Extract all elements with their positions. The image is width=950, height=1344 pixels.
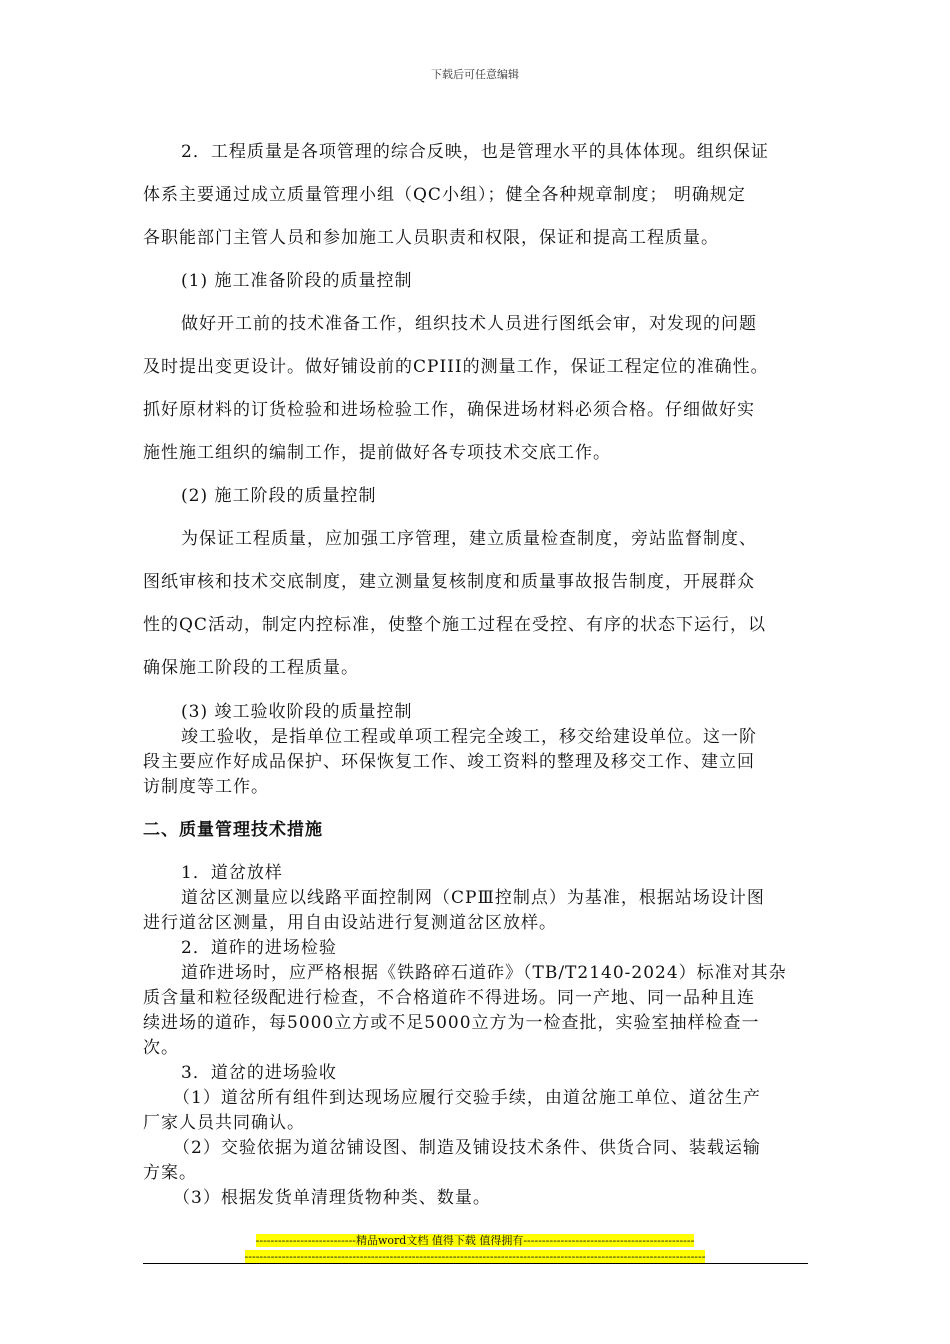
paragraph-prep-stage: 做好开工前的技术准备工作，组织技术人员进行图纸会审，对发现的问题 及时提出变更设计。做好铺设前的CPIII的测量工作，保证工程定位的准确性。 抓好原材料的订货检验和进场检验工作，确保进场材料必须合格。仔细做好实 施性施工组织的编制工作，提前做好各专项技术交底工作。 [143, 314, 769, 463]
subheading-turnout-acceptance: 3．道岔的进场验收 [181, 1063, 337, 1083]
subheading-construction-stage: (2) 施工阶段的质量控制 [181, 486, 377, 506]
paragraph-turnout-acceptance-2: （2）交验依据为道岔铺设图、制造及铺设技术条件、供货合同、装载运输 方案。 [143, 1138, 761, 1183]
subheading-acceptance-stage: (3) 竣工验收阶段的质量控制 [181, 702, 413, 722]
footer-rule [143, 1263, 808, 1264]
subheading-prep-stage: (1) 施工准备阶段的质量控制 [181, 271, 413, 291]
paragraph-org-guarantee: 2．工程质量是各项管理的综合反映，也是管理水平的具体体现。组织保证 体系主要通过成立质量管理小组（QC小组）；健全各种规章制度； 明确规定 各职能部门主管人员和参加施工人员职责和权限，保证和提高工程质量。 [143, 142, 769, 248]
paragraph-turnout-acceptance-3: （3）根据发货单清理货物种类、数量。 [173, 1188, 491, 1208]
page-header: 下载后可任意编辑 [431, 68, 519, 81]
document-body [143, 131, 808, 690]
paragraph-ballast-inspection: 道砟进场时，应严格根据《铁路碎石道砟》（TB/T2140-2024）标准对其杂 质含量和粒径级配进行检查，不合格道砟不得进场。同一产地、同一品种且连 续进场的道砟，每5000立方或不足5000立方为一检查批，实验室抽样检查一 次。 [143, 963, 787, 1058]
paragraph-acceptance-stage: 竣工验收，是指单位工程或单项工程完全竣工，移交给建设单位。这一阶 段主要应作好成品保护、环保恢复工作、竣工资料的整理及移交工作、建立回 访制度等工作。 [143, 727, 757, 797]
section-title-quality-measures: 二、质量管理技术措施 [143, 820, 323, 840]
footer-banner-line2: ---------------------------------------------------------------------------------------------------------------------------- [244, 1250, 706, 1263]
paragraph-turnout-acceptance-1: （1）道岔所有组件到达现场应履行交验手续，由道岔施工单位、道岔生产 厂家人员共同确认。 [143, 1088, 761, 1133]
footer-banner-line1: ---------------------------精品word文档 值得下载 值得拥有---------------------------------------------- [255, 1234, 695, 1247]
subheading-ballast-inspection: 2．道砟的进场检验 [181, 938, 337, 958]
paragraph-construction-stage: 为保证工程质量，应加强工序管理，建立质量检查制度，旁站监督制度、 图纸审核和技术交底制度，建立测量复核制度和质量事故报告制度，开展群众 性的QC活动，制定内控标准，使整个施工过程在受控、有序的状态下运行，以 确保施工阶段的工程质量。 [143, 529, 766, 678]
document-body-2 [143, 700, 808, 1211]
subheading-turnout-layout: 1．道岔放样 [181, 863, 283, 883]
paragraph-turnout-layout: 道岔区测量应以线路平面控制网（CPⅢ控制点）为基准，根据站场设计图 进行道岔区测量，用自由设站进行复测道岔区放样。 [143, 888, 765, 933]
